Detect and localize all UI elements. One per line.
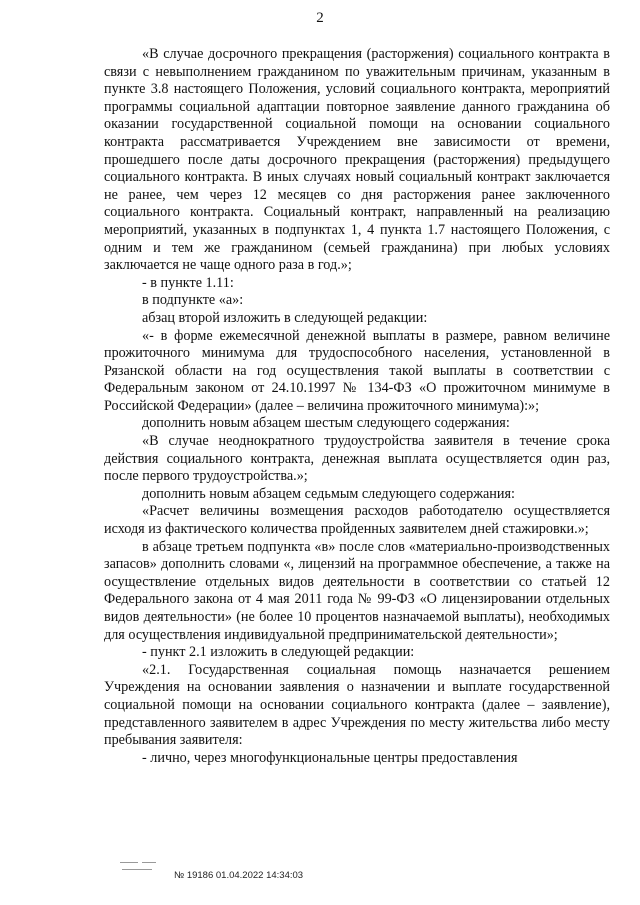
page-number: 2	[316, 10, 324, 26]
paragraph-2-1-text: «2.1. Государственная социальная помощь назначается решением Учреждения на основании заявления о назначении и выплате государственной социальной помощи на основании социального контракта (далее – заявление), представленного заявителем в адрес Учреждения по месту жительства либо месту пребывания заявителя:	[104, 661, 610, 749]
paragraph-repeated-employment: «В случае неоднократного трудоустройства заявителя в течение срока действия социального контракта, денежная выплата осуществляется один раз, после первого трудоустройства.»;	[104, 433, 610, 485]
document-body	[104, 46, 610, 767]
paragraph-monthly-payment: «- в форме ежемесячной денежной выплаты в размере, равном величине прожиточного минимума для трудоспособного населения, установленной в Рязанской области на год осуществления такой выплаты в соответствии с Федеральным законом от 24.10.1997 № 134-ФЗ «О прожиточном минимуме в Российской Федерации» (далее – величина прожиточного минимума):»;	[104, 327, 610, 414]
paragraph-reimbursement: «Расчет величины возмещения расходов работодателю осуществляется исходя из фактического количества пройденных заявителем дней стажировки.»;	[104, 503, 610, 538]
paragraph-seventh-abzac: дополнить новым абзацем седьмым следующего содержания:	[142, 485, 515, 502]
paragraph-early-termination: «В случае досрочного прекращения (расторжения) социального контракта в связи с невыполнением гражданином по уважительным причинам, указанным в пункте 3.8 настоящего Положения, условий социального контракта, мероприятий программы социальной адаптации повторное заявление данного гражданина об оказании государственной социальной помощи на основании социального контракта рассматривается Учреждением вне зависимости от времени, прошедшего после даты досрочного прекращения (расторжения) предыдущего социального контракта. В иных случаях новый социальный контракт заключается не ранее, чем через 12 месяцев со дня расторжения ранее заключенного социального контракта. Социальный контракт, направленный на реализацию мероприятий, указанных в подпунктах 1, 4 пункта 1.7 настоящего Положения, с одним и тем же гражданином (семьей гражданина) при любых условиях заключается не чаще одного раза в год.»;	[104, 46, 610, 274]
signature-stamp	[120, 860, 160, 874]
paragraph-item-2-1: - пункт 2.1 изложить в следующей редакции:	[142, 644, 415, 661]
paragraph-item-1-11: - в пункте 1.11:	[142, 274, 234, 291]
paragraph-subitem-a: в подпункте «а»:	[142, 292, 244, 309]
paragraph-sixth-abzac: дополнить новым абзацем шестым следующего содержания:	[142, 415, 510, 432]
document-registration-stamp: № 19186 01.04.2022 14:34:03	[174, 870, 304, 881]
paragraph-second-abzac: абзац второй изложить в следующей редакции:	[142, 309, 428, 326]
paragraph-subitem-v: в абзаце третьем подпункта «в» после слов «материально-производственных запасов» дополнить словами «, лицензий на программное обеспечение, а также на осуществление отдельных видов деятельности в соответствии со статьей 12 Федерального закона от 4 мая 2011 года № 99-ФЗ «О лицензировании отдельных видов деятельности» (не более 10 процентов назначаемой выплаты), необходимых для осуществления индивидуальной предпринимательской деятельности»;	[104, 538, 610, 643]
paragraph-personally: - лично, через многофункциональные центры предоставления	[142, 749, 518, 766]
